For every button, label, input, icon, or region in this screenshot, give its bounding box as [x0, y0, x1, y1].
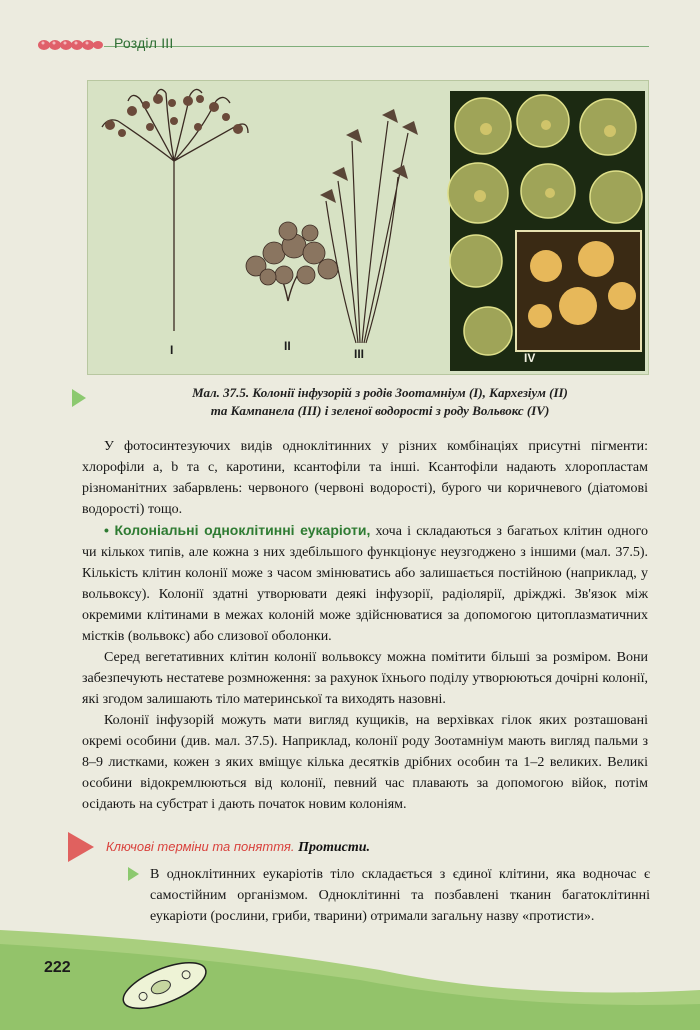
footer-decoration [0, 930, 700, 1030]
key-terms-label [106, 839, 370, 856]
key-terms-label-text: Ключові терміни та поняття. [106, 839, 295, 854]
colonies-illustration [88, 81, 648, 374]
caption-line: та Кампанела (III) і зеленої водорості з роду Вольвокс (IV) [210, 403, 550, 418]
campanella-colony-drawing [326, 121, 408, 343]
paragraph-pigments: У фотосинтезуючих видів одноклітинних у різних комбінаціях присутні пігменти: хлорофіли a, b та c, каротини, ксантофіли та інші. Ксантофіли надають хлоропластам різноманітних забарвлень: червоного (червоні водорості), бурого чи коричневого (діатомові водорості) тощо. [82, 439, 648, 517]
paragraph-colonial-text: хоча і складаються з багатьох клітин одного чи кількох типів, але кожна з них здебільшого функціонує неузгоджено з іншими (мал. 37.5). Кількість клітин колонії може з часом змінюватись або залишається постійною (наприклад, у вольвоксу). Колонії здатні утворювати деякі інфузорії, радіолярії, дріжджі. Зв'язок між окремими клітинами в межах колоній може здійснюватися за допомогою цитоплазматичних містків (вольвокс) або слизової оболонки. [82, 524, 648, 644]
figure-label-i: I [170, 343, 174, 357]
caption-line: Мал. 37.5. Колонії інфузорій з родів Зоотамніум (I), Кархезіум (II) [192, 385, 568, 400]
page-number: 222 [44, 959, 71, 976]
summary-text: В одноклітинних еукаріотів тіло складається з єдиної клітини, яка водночас є самостійним організмом. Одноклітинні та позбавлені тканин багатоклітинні еукаріоти (рослини, гриби, тварини) отримали загальну назву «протисти». [150, 867, 650, 924]
key-terms-value: Протисти. [298, 840, 371, 855]
figure-label-iv: IV [524, 351, 536, 365]
figure-caption [100, 384, 660, 420]
summary-arrow-icon [128, 867, 139, 881]
term-colonial-eukaryotes: • Колоніальні одноклітинні еукаріоти, [104, 522, 371, 538]
header-rule [104, 46, 649, 47]
key-terms-triangle-icon [68, 832, 94, 862]
paragraph-colonial [82, 520, 648, 647]
decorative-beads-icon [38, 38, 104, 52]
paragraph-volvox: Серед вегетативних клітин колонії вольвоксу можна помітити більші за розміром. Вони забезпечують нестатеве розмноження: за рахунок їхнього поділу утворюються дочірні колонії, які згодом залишають тіло материнської та виходять назовні. [82, 650, 648, 707]
figure-37-5 [87, 80, 649, 375]
body-text [82, 436, 648, 815]
paragraph-infusoria: Колонії інфузорій можуть мати вигляд кущиків, на верхівках гілок яких розташовані окремі особини (див. мал. 37.5). Наприклад, колонії роду Зоотамніум мають вигляд пальми з 8–9 листками, кожен з яких вміщує кілька десятків дрібних особин та 1–2 великих. Великі особини відокремлюються від колонії, певний час плавають за допомогою війок, потім осідають на субстрат і дають початок новим колоніям. [82, 713, 648, 812]
figure-label-ii: II [284, 339, 291, 353]
figure-label-iii: III [354, 347, 365, 361]
caption-arrow-icon [72, 389, 86, 407]
key-terms-block [68, 832, 658, 862]
carchesium-colony-drawing [246, 222, 338, 301]
section-title: Розділ III [114, 35, 174, 51]
page-header [0, 34, 700, 58]
zoothamnium-colony-drawing [102, 89, 248, 331]
volvox-micrograph [448, 91, 645, 371]
